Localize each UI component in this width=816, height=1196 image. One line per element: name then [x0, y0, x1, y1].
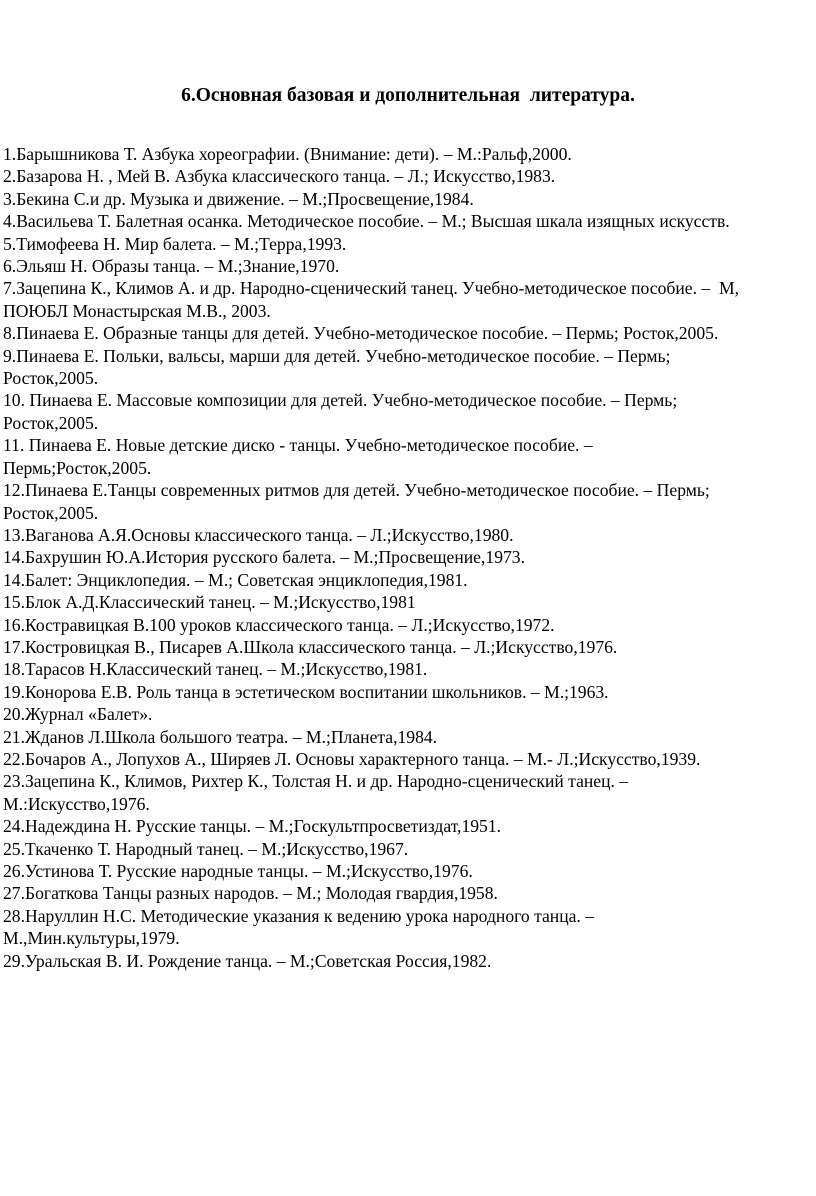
reference-item — [3, 210, 811, 232]
reference-line: Росток,2005. — [3, 368, 99, 389]
reference-line: 14.Бахрушин Ю.А.История русского балета. – М.;Просвещение,1973. — [3, 547, 525, 568]
reference-item — [3, 479, 811, 524]
reference-item — [3, 277, 811, 322]
reference-item — [3, 591, 811, 613]
reference-line: 27.Богаткова Танцы разных народов. – М.; Молодая гвардия,1958. — [3, 883, 498, 904]
reference-item — [3, 389, 811, 434]
reference-line: 1.Барышникова Т. Азбука хореографии. (Внимание: дети). – М.:Ральф,2000. — [3, 144, 572, 164]
reference-line: 19.Конорова Е.В. Роль танца в эстетическом воспитании школьников. – М.;1963. — [3, 681, 609, 702]
reference-line: ПОЮБЛ Монастырская М.В., 2003. — [3, 300, 271, 321]
reference-item — [3, 703, 811, 725]
reference-item — [3, 681, 811, 703]
reference-line: 17.Костровицкая В., Писарев А.Школа классического танца. – Л.;Искусство,1976. — [3, 636, 618, 657]
reference-line: 14.Балет: Энциклопедия. – М.; Советская энциклопедия,1981. — [3, 569, 468, 590]
reference-line: 24.Надеждина Н. Русские танцы. – М.;Госкультпросветиздат,1951. — [3, 816, 502, 837]
reference-line: 6.Эльяш Н. Образы танца. – М.;Знание,1970. — [3, 256, 340, 277]
reference-item — [3, 726, 811, 748]
reference-item — [3, 950, 811, 972]
reference-list — [3, 143, 811, 972]
reference-item — [3, 905, 811, 950]
reference-line: 25.Ткаченко Т. Народный танец. – М.;Искусство,1967. — [3, 838, 409, 859]
reference-line: 22.Бочаров А., Лопухов А., Ширяев Л. Основы характерного танца. – М.- Л.;Искусство,1939. — [3, 748, 701, 769]
reference-item — [3, 322, 811, 344]
reference-line: 2.Базарова Н. , Мей В. Азбука классического танца. – Л.; Искусство,1983. — [3, 166, 556, 187]
reference-item — [3, 838, 811, 860]
reference-item — [3, 815, 811, 837]
reference-line: М.:Искусство,1976. — [3, 793, 150, 814]
reference-line: 13.Ваганова А.Я.Основы классического танца. – Л.;Искусство,1980. — [3, 524, 514, 545]
reference-line: 29.Уральская В. И. Рождение танца. – М.;Советская Россия,1982. — [3, 950, 492, 971]
reference-item — [3, 569, 811, 591]
reference-line: 16.Костравицкая В.100 уроков классического танца. – Л.;Искусство,1972. — [3, 614, 555, 635]
reference-line: 20.Журнал «Балет». — [3, 704, 153, 725]
reference-item — [3, 345, 811, 390]
reference-line: 10. Пинаева Е. Массовые композиции для детей. Учебно-методическое пособие. – Пермь; — [3, 390, 678, 411]
reference-line: Росток,2005. — [3, 412, 99, 433]
reference-line: 26.Устинова Т. Русские народные танцы. – М.;Искусство,1976. — [3, 861, 473, 881]
reference-item — [3, 636, 811, 658]
reference-item — [3, 614, 811, 636]
reference-line: 8.Пинаева Е. Образные танцы для детей. Учебно-методическое пособие. – Пермь; Росток,2005. — [3, 323, 719, 344]
reference-item — [3, 434, 811, 479]
reference-line: 23.Зацепина К., Климов, Рихтер К., Толстая Н. и др. Народно-сценический танец. – — [3, 771, 629, 792]
reference-line: 12.Пинаева Е.Танцы современных ритмов для детей. Учебно-методическое пособие. – Пермь; — [3, 480, 710, 501]
reference-item — [3, 233, 811, 255]
reference-item — [3, 882, 811, 904]
reference-line: 4.Васильева Т. Балетная осанка. Методическое пособие. – М.; Высшая шкала изящных искусств. — [3, 211, 730, 232]
reference-line: 7.Зацепина К., Климов А. и др. Народно-сценический танец. Учебно-методическое пособие. – М, — [3, 278, 740, 299]
reference-line: 11. Пинаева Е. Новые детские диско - танцы. Учебно-методическое пособие. – — [3, 435, 593, 456]
reference-item — [3, 770, 811, 815]
reference-item — [3, 860, 811, 882]
reference-item — [3, 658, 811, 680]
page-title: 6.Основная базовая и дополнительная литература. — [181, 85, 635, 107]
reference-line: 3.Бекина С.и др. Музыка и движение. – М.;Просвещение,1984. — [3, 188, 474, 209]
reference-line: 5.Тимофеева Н. Мир балета. – М.;Терра,1993. — [3, 233, 347, 254]
reference-item — [3, 165, 811, 187]
reference-item — [3, 524, 811, 546]
reference-item — [3, 143, 811, 165]
reference-item — [3, 748, 811, 770]
reference-line: М.,Мин.культуры,1979. — [3, 928, 180, 949]
reference-line: 18.Тарасов Н.Классический танец. – М.;Искусство,1981. — [3, 659, 428, 680]
reference-line: 9.Пинаева Е. Польки, вальсы, марши для детей. Учебно-методическое пособие. – Пермь; — [3, 345, 671, 366]
reference-line: Пермь;Росток,2005. — [3, 457, 152, 478]
reference-item — [3, 546, 811, 568]
reference-line: 28.Наруллин Н.С. Методические указания к ведению урока народного танца. – — [3, 905, 595, 926]
reference-item — [3, 188, 811, 210]
reference-line: 15.Блок А.Д.Классический танец. – М.;Искусство,1981 — [3, 592, 416, 613]
reference-item — [3, 255, 811, 277]
reference-line: Росток,2005. — [3, 502, 99, 523]
reference-line: 21.Жданов Л.Школа большого театра. – М.;Планета,1984. — [3, 726, 438, 747]
